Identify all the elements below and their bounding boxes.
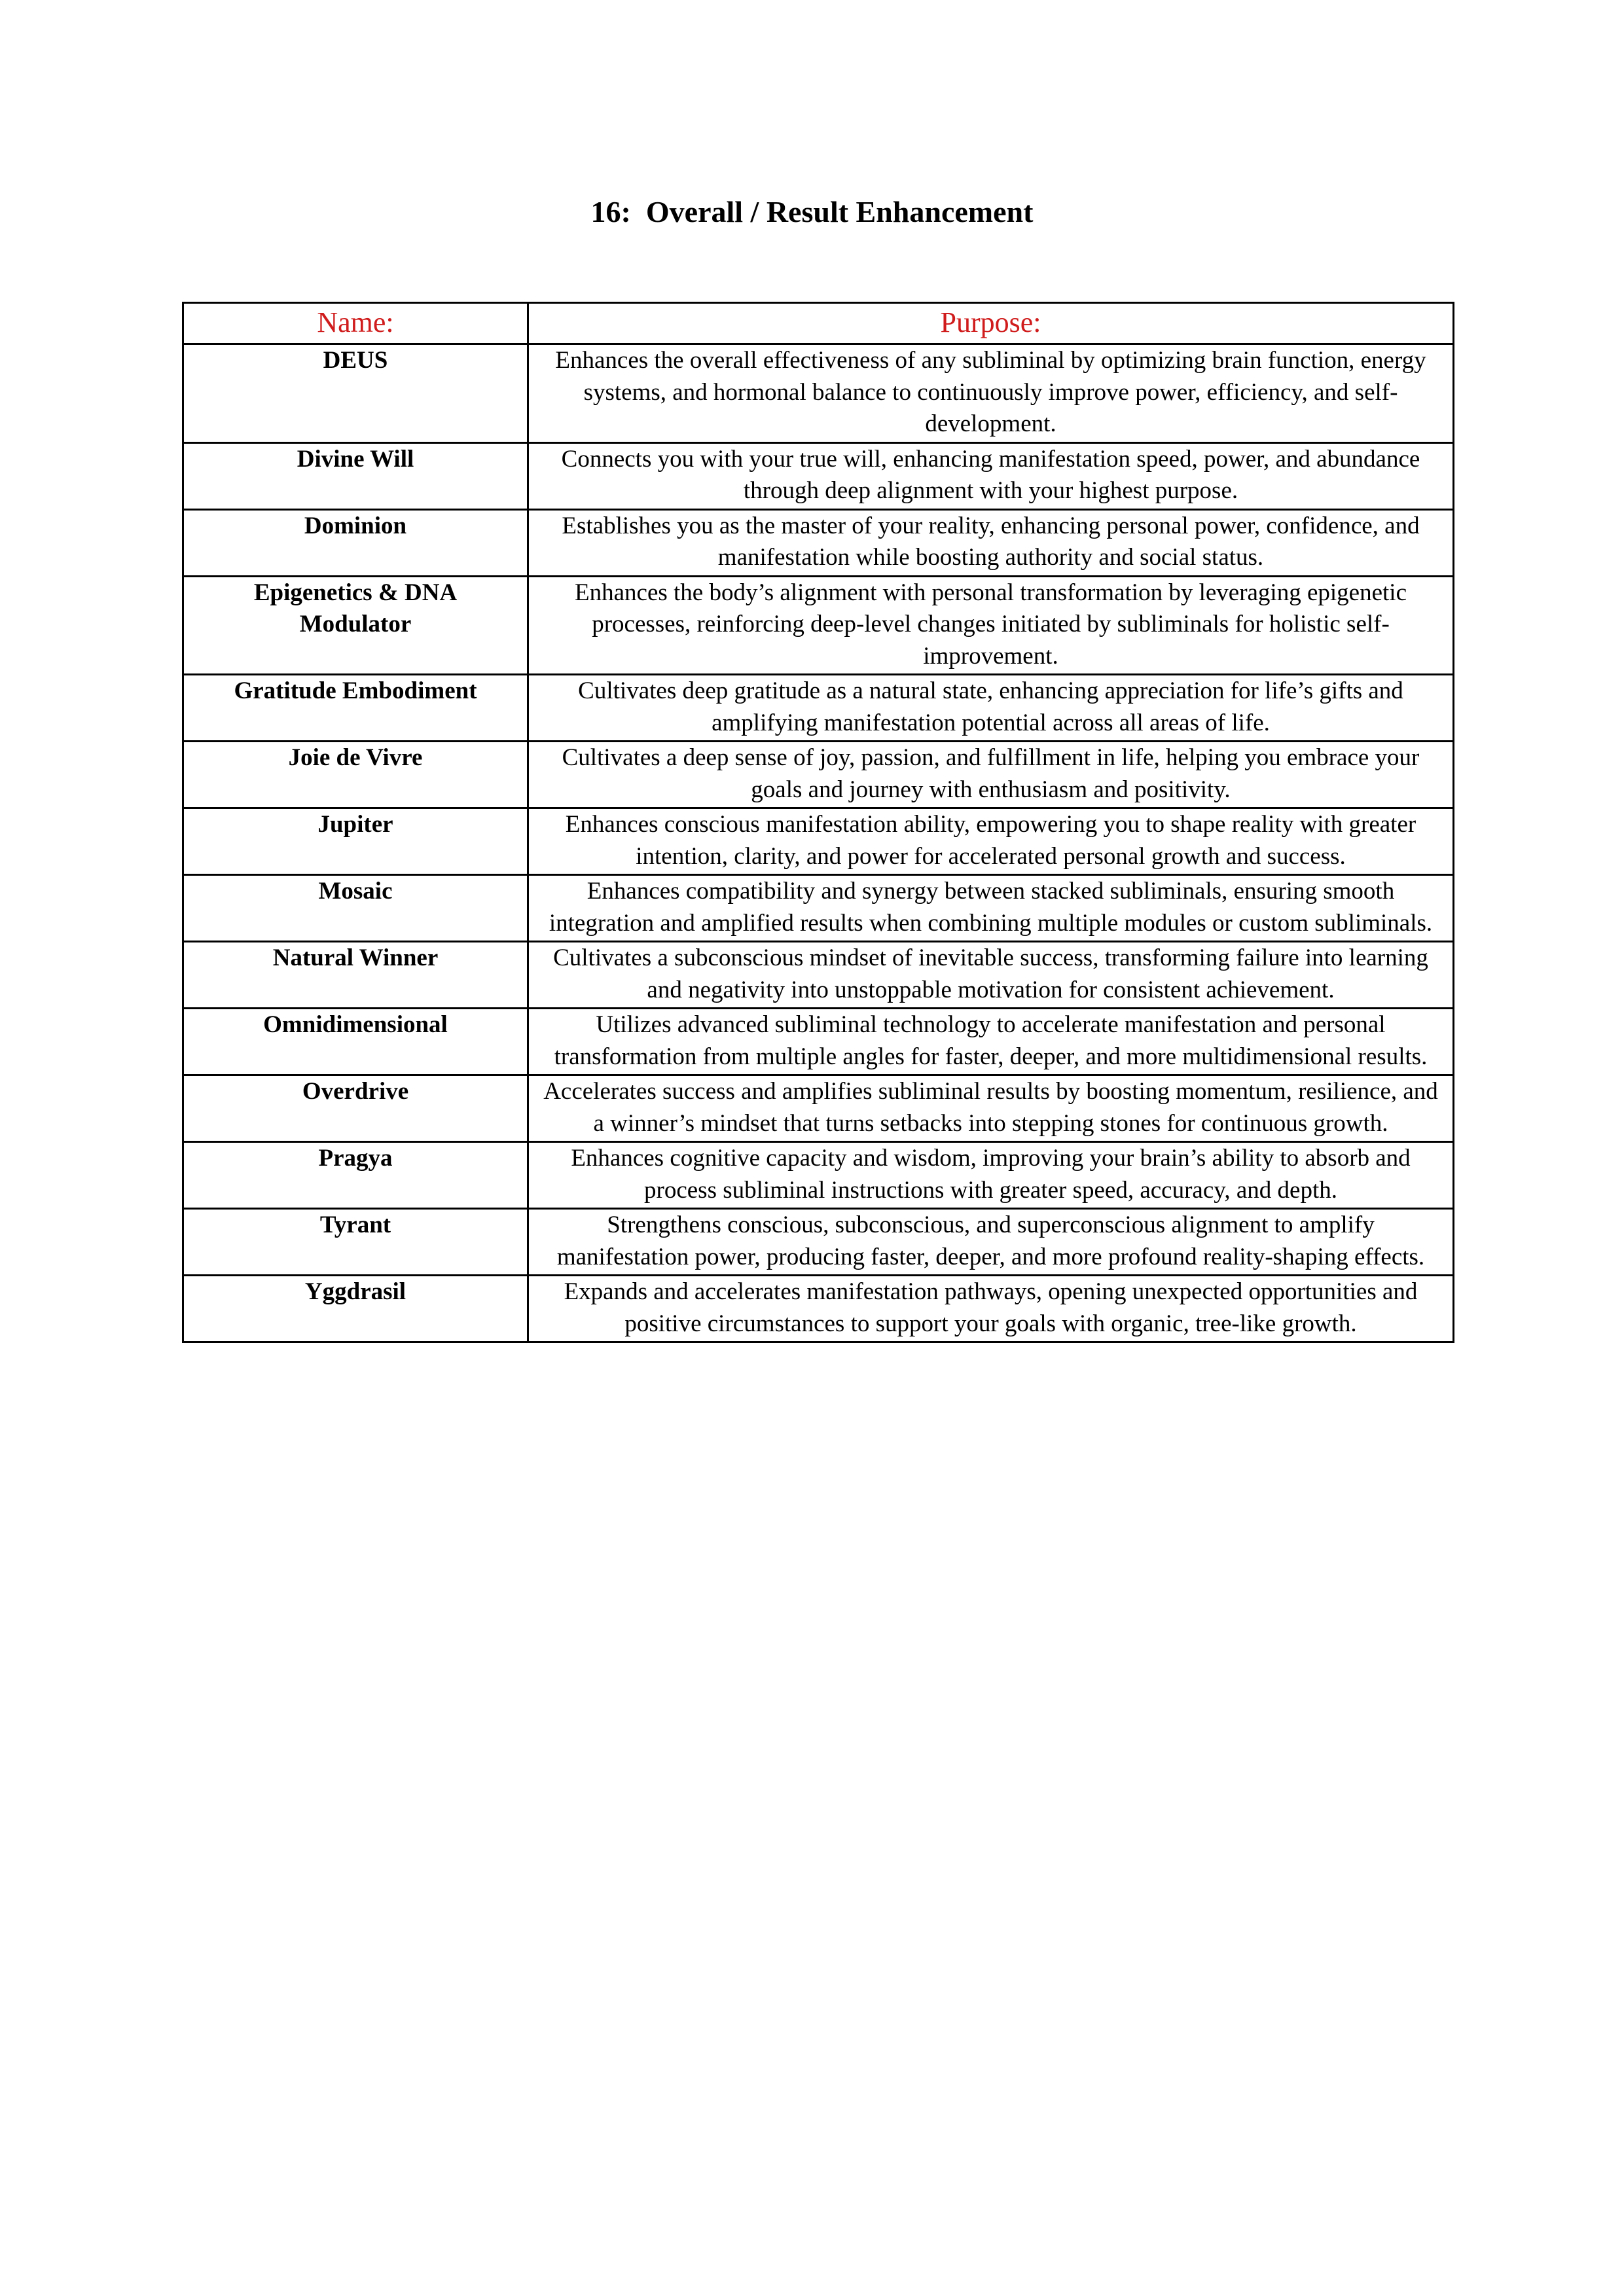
- entry-name: Jupiter: [183, 808, 528, 875]
- table-row: [183, 875, 1454, 942]
- entry-purpose: Strengthens conscious, subconscious, and superconscious alignment to amplify manifestation power, producing faster, deeper, and more profound reality-shaping effects.: [528, 1209, 1454, 1276]
- entry-purpose: Utilizes advanced subliminal technology to accelerate manifestation and personal transformation from multiple angles for faster, deeper, and more multidimensional results.: [528, 1009, 1454, 1075]
- entry-name: Divine Will: [183, 442, 528, 509]
- table-body: [183, 344, 1454, 1342]
- entry-purpose: Cultivates a deep sense of joy, passion, and fulfillment in life, helping you embrace your goals and journey with enthusiasm and positivity.: [528, 742, 1454, 808]
- entries-table: [182, 302, 1454, 1343]
- table-row: [183, 675, 1454, 742]
- entry-name: Tyrant: [183, 1209, 528, 1276]
- entry-name: Pragya: [183, 1142, 528, 1209]
- entry-purpose: Enhances the overall effectiveness of any subliminal by optimizing brain function, energy systems, and hormonal balance to continuously improve power, efficiency, and self-development.: [528, 344, 1454, 443]
- entry-name: Overdrive: [183, 1075, 528, 1142]
- entry-name: Yggdrasil: [183, 1276, 528, 1342]
- entry-purpose: Accelerates success and amplifies subliminal results by boosting momentum, resilience, and a winner’s mindset that turns setbacks into stepping stones for continuous growth.: [528, 1075, 1454, 1142]
- entry-purpose: Cultivates a subconscious mindset of inevitable success, transforming failure into learning and negativity into unstoppable motivation for consistent achievement.: [528, 942, 1454, 1009]
- table-row: [183, 742, 1454, 808]
- table-row: [183, 1209, 1454, 1276]
- entry-purpose: Cultivates deep gratitude as a natural state, enhancing appreciation for life’s gifts and amplifying manifestation potential across all areas of life.: [528, 675, 1454, 742]
- name-column-header: Name:: [183, 303, 528, 344]
- entry-name: Mosaic: [183, 875, 528, 942]
- table-row: [183, 1075, 1454, 1142]
- entry-purpose: Enhances cognitive capacity and wisdom, improving your brain’s ability to absorb and process subliminal instructions with greater speed, accuracy, and depth.: [528, 1142, 1454, 1209]
- entry-name: Natural Winner: [183, 942, 528, 1009]
- entry-purpose: Connects you with your true will, enhancing manifestation speed, power, and abundance through deep alignment with your highest purpose.: [528, 442, 1454, 509]
- table-row: [183, 509, 1454, 576]
- table-row: [183, 344, 1454, 443]
- entry-name: Omnidimensional: [183, 1009, 528, 1075]
- entry-purpose: Enhances the body’s alignment with personal transformation by leveraging epigenetic processes, reinforcing deep-level changes initiated by subliminals for holistic self-improvement.: [528, 576, 1454, 675]
- table-row: [183, 942, 1454, 1009]
- entry-name: DEUS: [183, 344, 528, 443]
- entry-purpose: Enhances compatibility and synergy between stacked subliminals, ensuring smooth integration and amplified results when combining multiple modules or custom subliminals.: [528, 875, 1454, 942]
- entry-name: Gratitude Embodiment: [183, 675, 528, 742]
- entry-purpose: Expands and accelerates manifestation pathways, opening unexpected opportunities and positive circumstances to support your goals with organic, tree-like growth.: [528, 1276, 1454, 1342]
- table-row: [183, 1009, 1454, 1075]
- table-row: [183, 808, 1454, 875]
- page-title: 16: Overall / Result Enhancement: [590, 195, 1034, 228]
- table-row: [183, 442, 1454, 509]
- purpose-column-header: Purpose:: [528, 303, 1454, 344]
- table-row: [183, 1276, 1454, 1342]
- table-row: [183, 576, 1454, 675]
- entry-purpose: Establishes you as the master of your reality, enhancing personal power, confidence, and manifestation while boosting authority and social status.: [528, 509, 1454, 576]
- entry-name: Dominion: [183, 509, 528, 576]
- table-header-row: [183, 303, 1454, 344]
- table-row: [183, 1142, 1454, 1209]
- entry-name: Joie de Vivre: [183, 742, 528, 808]
- entry-name: Epigenetics & DNA Modulator: [183, 576, 528, 675]
- entry-purpose: Enhances conscious manifestation ability, empowering you to shape reality with greater intention, clarity, and power for accelerated personal growth and success.: [528, 808, 1454, 875]
